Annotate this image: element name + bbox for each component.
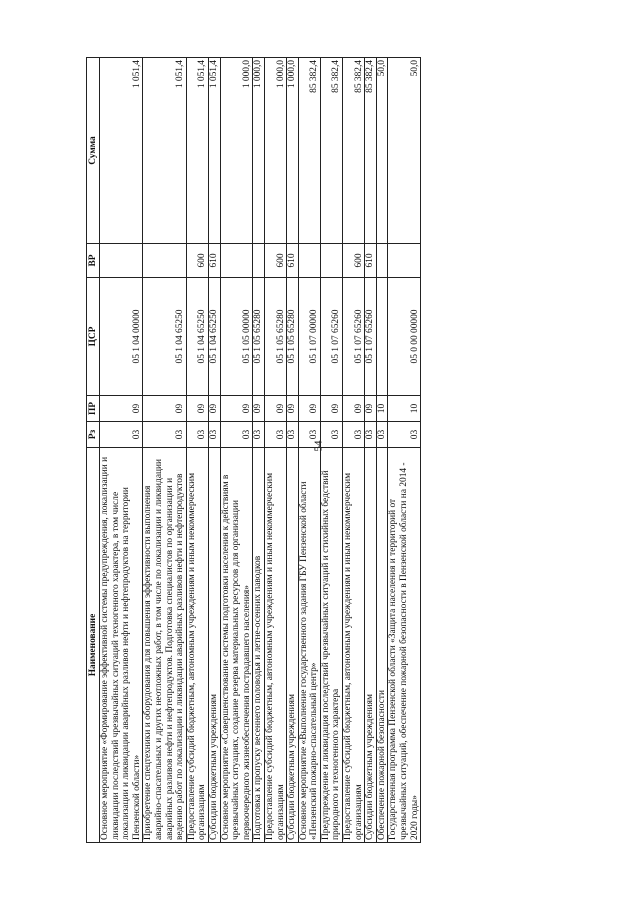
row-name: Предоставление субсидий бюджетным, автономным учреждениям и иным некоммерческим организациям <box>343 448 365 843</box>
table-row <box>220 58 253 843</box>
row-rz: 03 <box>365 422 377 448</box>
row-rz: 03 <box>388 422 421 448</box>
budget-table <box>86 57 421 843</box>
row-csr: 05 1 07 65260 <box>320 278 342 396</box>
row-rz: 03 <box>320 422 342 448</box>
row-name: Государственная программа Пензенской области «Защита населения и территорий от чрезвычайных ситуаций, обеспечение пожарной безопасности в Пензенской области на 2014 - 2020 годы» <box>388 448 421 843</box>
row-rz: 03 <box>186 422 208 448</box>
row-vr <box>220 244 253 278</box>
row-rz: 03 <box>287 422 299 448</box>
row-csr: 05 1 04 65250 <box>208 278 220 396</box>
row-pr: 09 <box>264 396 286 422</box>
row-csr: 05 1 05 65280 <box>264 278 286 396</box>
row-sum: 85 382,4 <box>298 58 320 244</box>
row-name: Подготовка к пропуску весеннего половодья и летне-осенних паводков <box>253 448 265 843</box>
row-vr: 600 <box>186 244 208 278</box>
row-sum: 1 000,0 <box>264 58 286 244</box>
row-vr <box>143 244 186 278</box>
row-rz: 03 <box>143 422 186 448</box>
row-csr: 05 1 07 00000 <box>298 278 320 396</box>
row-name: Приобретение спецтехники и оборудования для повышения эффективности выполнения аварийно-спасательных и других неотложных работ, в том числе по локализации и ликвидации аварийных разливов нефти и нефтепродуктов. Подготовка специалистов по организации и ведению работ по локализации и ликвидации аварийных разливов нефти и нефтепродуктов <box>143 448 186 843</box>
table-row <box>287 58 299 843</box>
row-rz: 03 <box>220 422 253 448</box>
row-csr <box>376 278 388 396</box>
row-name: Основное мероприятие «Выполнение государственного задания ГБУ Пензенской области «Пензенский пожарно-спасательный центр» <box>298 448 320 843</box>
table-header-row <box>87 58 100 843</box>
row-sum: 50,0 <box>388 58 421 244</box>
row-name: Обеспечение пожарной безопасности <box>376 448 388 843</box>
row-pr: 09 <box>253 396 265 422</box>
table-row <box>298 58 320 843</box>
row-rz: 03 <box>208 422 220 448</box>
row-name: Основное мероприятие «Формирование эффективной системы предупреждения, локализации и ликвидации последствий чрезвычайных ситуаций техногенного характера, в том числе локализации и ликвидации аварийных разливов нефти и нефтепродуктов на территории Пензенской области» <box>100 448 143 843</box>
row-csr: 05 1 07 65260 <box>365 278 377 396</box>
row-csr: 05 1 04 65250 <box>143 278 186 396</box>
row-pr: 09 <box>186 396 208 422</box>
row-rz: 03 <box>298 422 320 448</box>
table-row <box>143 58 186 843</box>
table-row <box>376 58 388 843</box>
row-vr: 610 <box>365 244 377 278</box>
row-vr <box>253 244 265 278</box>
row-csr: 05 1 07 65260 <box>343 278 365 396</box>
row-name: Предоставление субсидий бюджетным, автономным учреждениям и иным некоммерческим организациям <box>264 448 286 843</box>
row-sum: 85 382,4 <box>365 58 377 244</box>
row-vr: 610 <box>287 244 299 278</box>
row-rz: 03 <box>343 422 365 448</box>
row-sum: 85 382,4 <box>320 58 342 244</box>
row-sum: 50,0 <box>376 58 388 244</box>
row-rz: 03 <box>264 422 286 448</box>
row-sum: 1 051,4 <box>208 58 220 244</box>
row-csr: 05 1 04 65250 <box>186 278 208 396</box>
row-pr: 09 <box>320 396 342 422</box>
row-csr: 05 0 00 00000 <box>388 278 421 396</box>
table-body <box>100 58 421 843</box>
row-rz: 03 <box>376 422 388 448</box>
row-csr: 05 1 04 00000 <box>100 278 143 396</box>
row-name: Основное мероприятие «Совершенствование системы подготовки населения к действиям в чрезвычайных ситуациях, создание резерва материальных ресурсов для организации первоочередного жизнеобеспечения пострадавшего населения» <box>220 448 253 843</box>
row-csr: 05 1 05 65280 <box>287 278 299 396</box>
row-pr: 09 <box>143 396 186 422</box>
row-name: Предоставление субсидий бюджетным, автономным учреждениям и иным некоммерческим организациям <box>186 448 208 843</box>
row-csr: 05 1 05 65280 <box>253 278 265 396</box>
budget-table-wrap <box>86 58 549 843</box>
row-pr: 09 <box>298 396 320 422</box>
table-row <box>264 58 286 843</box>
row-sum: 1 051,4 <box>100 58 143 244</box>
row-pr: 10 <box>388 396 421 422</box>
row-name: Субсидии бюджетным учреждениям <box>365 448 377 843</box>
row-rz: 03 <box>253 422 265 448</box>
row-pr: 10 <box>376 396 388 422</box>
table-row <box>343 58 365 843</box>
row-pr: 09 <box>208 396 220 422</box>
row-vr: 610 <box>208 244 220 278</box>
table-row <box>208 58 220 843</box>
header-sum: Сумма <box>87 58 100 244</box>
table-row <box>186 58 208 843</box>
row-pr: 09 <box>220 396 253 422</box>
row-rz: 03 <box>100 422 143 448</box>
table-row <box>320 58 342 843</box>
row-name: Субсидии бюджетным учреждениям <box>287 448 299 843</box>
row-csr: 05 1 05 00000 <box>220 278 253 396</box>
row-sum: 1 000,0 <box>287 58 299 244</box>
row-sum: 1 000,0 <box>253 58 265 244</box>
row-pr: 09 <box>365 396 377 422</box>
row-vr <box>298 244 320 278</box>
row-sum: 85 382,4 <box>343 58 365 244</box>
header-vr: ВР <box>87 244 100 278</box>
row-vr <box>388 244 421 278</box>
table-row <box>253 58 265 843</box>
header-pr: ПР <box>87 396 100 422</box>
row-name: Предупреждение и ликвидация последствий чрезвычайных ситуаций и стихийных бедствий природного и техногенного характера <box>320 448 342 843</box>
table-row <box>388 58 421 843</box>
table-row <box>100 58 143 843</box>
row-sum: 1 051,4 <box>186 58 208 244</box>
row-pr: 09 <box>100 396 143 422</box>
header-name: Наименование <box>87 448 100 843</box>
row-pr: 09 <box>287 396 299 422</box>
row-name: Субсидии бюджетным учреждениям <box>208 448 220 843</box>
header-rz: Рз <box>87 422 100 448</box>
row-vr <box>320 244 342 278</box>
header-csr: ЦСР <box>87 278 100 396</box>
row-sum: 1 000,0 <box>220 58 253 244</box>
row-pr: 09 <box>343 396 365 422</box>
row-vr: 600 <box>343 244 365 278</box>
table-row <box>365 58 377 843</box>
page-number: 54 <box>312 440 325 452</box>
row-vr <box>100 244 143 278</box>
row-sum: 1 051,4 <box>143 58 186 244</box>
row-vr: 600 <box>264 244 286 278</box>
row-vr <box>376 244 388 278</box>
